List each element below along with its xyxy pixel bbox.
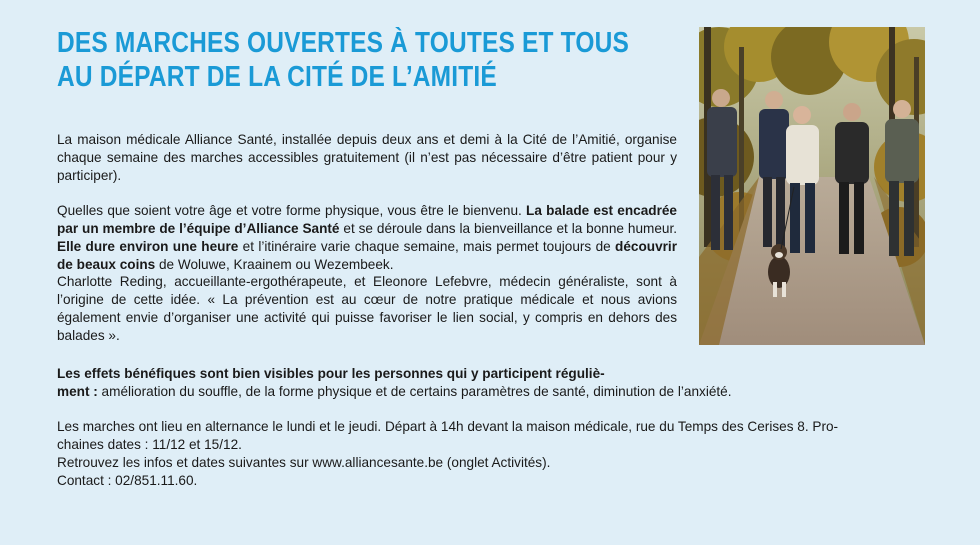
intro-paragraph: La maison médicale Alliance Santé, installée depuis deux ans et demi à la Cité de l’Amitié, organise chaque semaine des marches accessibles gratuitement (il n’est pas nécessaire d’être patient pour y participer). bbox=[57, 132, 677, 183]
origin-paragraph: Charlotte Reding, accueillante-ergothérapeute, et Eleonore Lefebvre, médecin généraliste, sont à l’origine de cette idée. « La prévention est au cœur de notre pratique médicale et nous avions également envie d’organiser une activité qui puisse favoriser le lien social, y compris en dehors des balades ». bbox=[57, 274, 677, 343]
benefits-bold-1: Les effets bénéfiques sont bien visibles pour les personnes qui y participent réguliè- bbox=[57, 366, 605, 381]
main-column bbox=[57, 131, 677, 345]
website-line: Retrouvez les infos et dates suivantes sur www.alliancesante.be (onglet Activités). bbox=[57, 454, 551, 470]
welcome-text-3: et l’itinéraire varie chaque semaine, mais permet toujours de bbox=[238, 238, 616, 254]
contact-line: Contact : 02/851.11.60. bbox=[57, 472, 198, 488]
welcome-bold-3: découvrir de beaux coins bbox=[57, 238, 677, 272]
benefits-text: amélioration du souffle, de la forme physique et de certains paramètres de santé, diminution de l’anxiété. bbox=[97, 383, 732, 399]
walkers-photo bbox=[699, 27, 925, 345]
welcome-paragraph bbox=[57, 202, 677, 273]
title-line-2: AU DÉPART DE LA CITÉ DE L’AMITIÉ bbox=[57, 61, 497, 93]
welcome-bold-2: Elle dure environ une heure bbox=[57, 238, 239, 254]
schedule-line: Les marches ont lieu en alternance le lundi et le jeudi. Départ à 14h devant la maison médicale, rue du Temps des Cerises 8. Pro- bbox=[57, 419, 839, 435]
welcome-bold-1: La balade est encadrée par un membre de l’équipe d’Alliance Santé bbox=[57, 203, 677, 236]
benefits-bold-2: ment : bbox=[57, 383, 98, 399]
walkers-photo-illustration bbox=[699, 27, 925, 345]
dates-line: chaines dates : 11/12 et 15/12. bbox=[57, 437, 242, 453]
title-line-1: DES MARCHES OUVERTES À TOUTES ET TOUS bbox=[57, 27, 629, 59]
welcome-text-1: Quelles que soient votre âge et votre forme physique, vous être le bienvenu. bbox=[57, 203, 527, 219]
article-title bbox=[57, 26, 629, 94]
benefits-heading-line bbox=[57, 365, 925, 383]
welcome-text-4: de Woluwe, Kraainem ou Wezembeek. bbox=[155, 256, 394, 272]
welcome-text-2: et se déroule dans la bienveillance et la bonne humeur. bbox=[339, 220, 678, 236]
bottom-section bbox=[57, 365, 925, 490]
benefits-paragraph bbox=[57, 383, 925, 401]
